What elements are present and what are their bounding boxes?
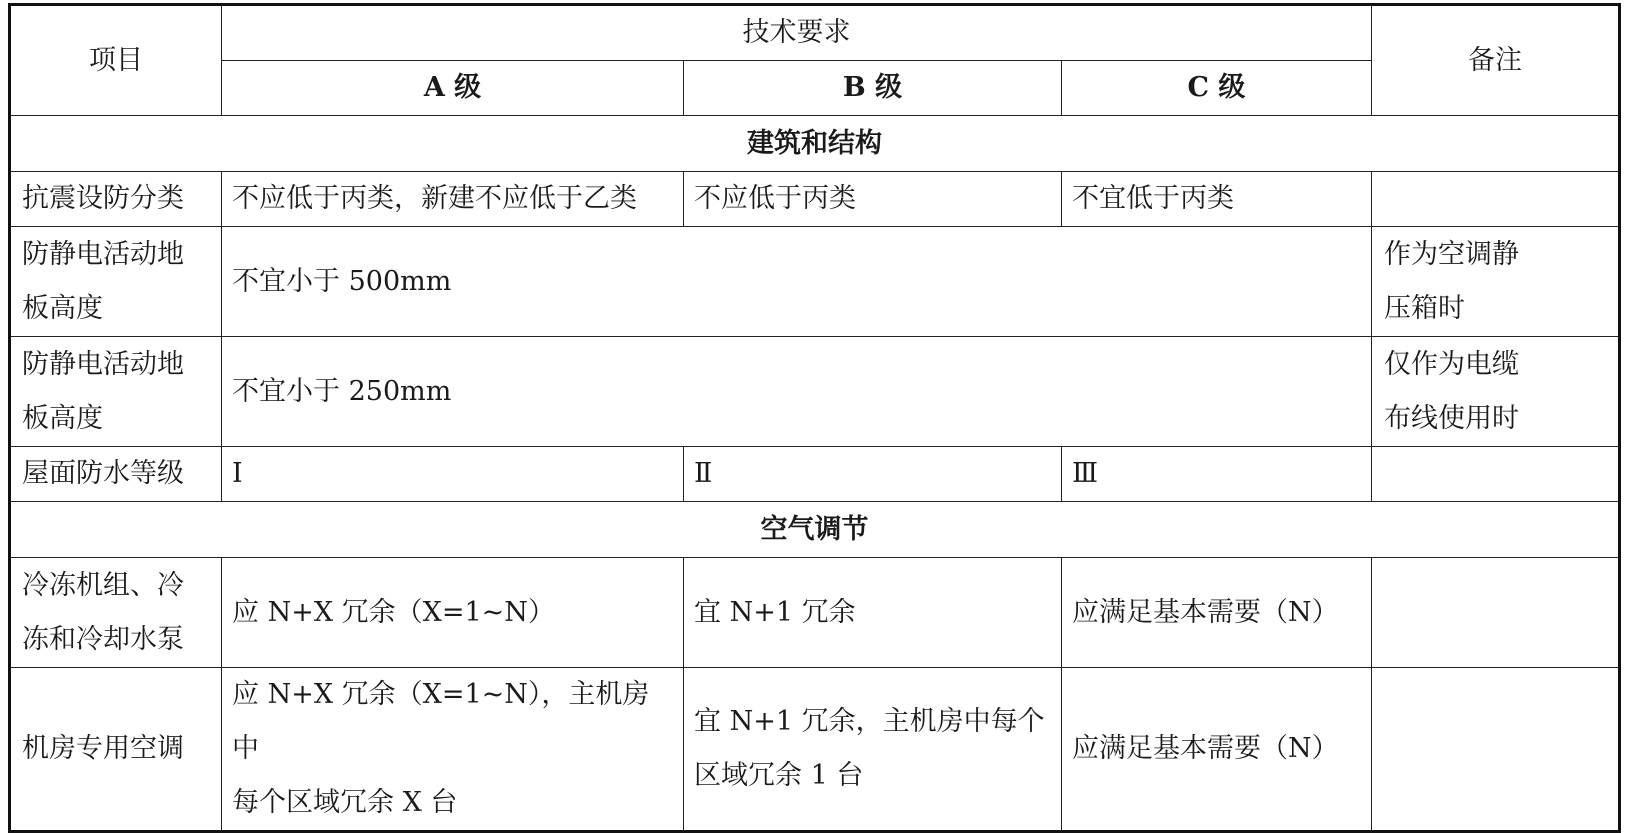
row-item-line-1: 冷冻机组、冷 bbox=[22, 569, 184, 601]
cell-level-b: 不应低于丙类 bbox=[684, 172, 1062, 227]
row-item-line-1: 防静电活动地 bbox=[22, 238, 184, 270]
cell-remark bbox=[1372, 227, 1620, 337]
table-row bbox=[10, 227, 1620, 337]
header-level-a: A 级 bbox=[222, 61, 684, 116]
row-item-line-2: 板高度 bbox=[22, 292, 103, 324]
cell-level-c: 不宜低于丙类 bbox=[1062, 172, 1372, 227]
row-item-line-2: 冻和冷却水泵 bbox=[22, 623, 184, 655]
cell-level-b: Ⅱ bbox=[684, 447, 1062, 502]
cell-level-a bbox=[222, 668, 684, 832]
header-remark: 备注 bbox=[1372, 5, 1620, 116]
table-row bbox=[10, 447, 1620, 502]
cell-line-2: 区域冗余 1 台 bbox=[694, 760, 864, 791]
row-item-line-1: 防静电活动地 bbox=[22, 348, 184, 380]
section-row-air bbox=[10, 502, 1620, 558]
cell-remark bbox=[1372, 558, 1620, 668]
spec-table-container bbox=[8, 3, 1618, 833]
cell-line-1: 应 N+X 冗余（X=1~N），主机房中 bbox=[232, 679, 650, 764]
cell-level-c: 应满足基本需要（N） bbox=[1062, 668, 1372, 832]
cell-level-b bbox=[684, 668, 1062, 832]
table-row bbox=[10, 172, 1620, 227]
header-row-1 bbox=[10, 5, 1620, 61]
header-item: 项目 bbox=[10, 5, 222, 116]
row-item-chiller bbox=[10, 558, 222, 668]
cell-remark bbox=[1372, 172, 1620, 227]
cell-level-a: 应 N+X 冗余（X=1~N） bbox=[222, 558, 684, 668]
row-item-roof: 屋面防水等级 bbox=[10, 447, 222, 502]
header-tech-requirements: 技术要求 bbox=[222, 5, 1372, 61]
cell-line-2: 每个区域冗余 X 台 bbox=[232, 787, 458, 818]
header-level-c: C 级 bbox=[1062, 61, 1372, 116]
header-level-b: B 级 bbox=[684, 61, 1062, 116]
cell-level-a: 不应低于丙类，新建不应低于乙类 bbox=[222, 172, 684, 227]
cell-level-c: Ⅲ bbox=[1062, 447, 1372, 502]
cell-merged-requirement: 不宜小于 250mm bbox=[222, 337, 1372, 447]
data-center-spec-table bbox=[8, 3, 1621, 833]
row-item-floor-height bbox=[10, 227, 222, 337]
cell-line-1: 宜 N+1 冗余，主机房中每个 bbox=[694, 706, 1045, 737]
section-row-building bbox=[10, 116, 1620, 172]
cell-level-b: 宜 N+1 冗余 bbox=[684, 558, 1062, 668]
cell-level-c: 应满足基本需要（N） bbox=[1062, 558, 1372, 668]
table-row bbox=[10, 337, 1620, 447]
remark-line-1: 仅作为电缆 bbox=[1384, 348, 1519, 380]
table-row bbox=[10, 668, 1620, 832]
cell-remark bbox=[1372, 337, 1620, 447]
section-title-building: 建筑和结构 bbox=[10, 116, 1620, 172]
row-item-seismic: 抗震设防分类 bbox=[10, 172, 222, 227]
section-title-air: 空气调节 bbox=[10, 502, 1620, 558]
row-item-ac: 机房专用空调 bbox=[10, 668, 222, 832]
row-item-floor-height bbox=[10, 337, 222, 447]
cell-remark bbox=[1372, 447, 1620, 502]
cell-level-a: Ⅰ bbox=[222, 447, 684, 502]
remark-line-2: 布线使用时 bbox=[1384, 402, 1519, 434]
remark-line-1: 作为空调静 bbox=[1384, 238, 1519, 270]
remark-line-2: 压箱时 bbox=[1384, 292, 1465, 324]
table-row bbox=[10, 558, 1620, 668]
cell-merged-requirement: 不宜小于 500mm bbox=[222, 227, 1372, 337]
row-item-line-2: 板高度 bbox=[22, 402, 103, 434]
cell-remark bbox=[1372, 668, 1620, 832]
